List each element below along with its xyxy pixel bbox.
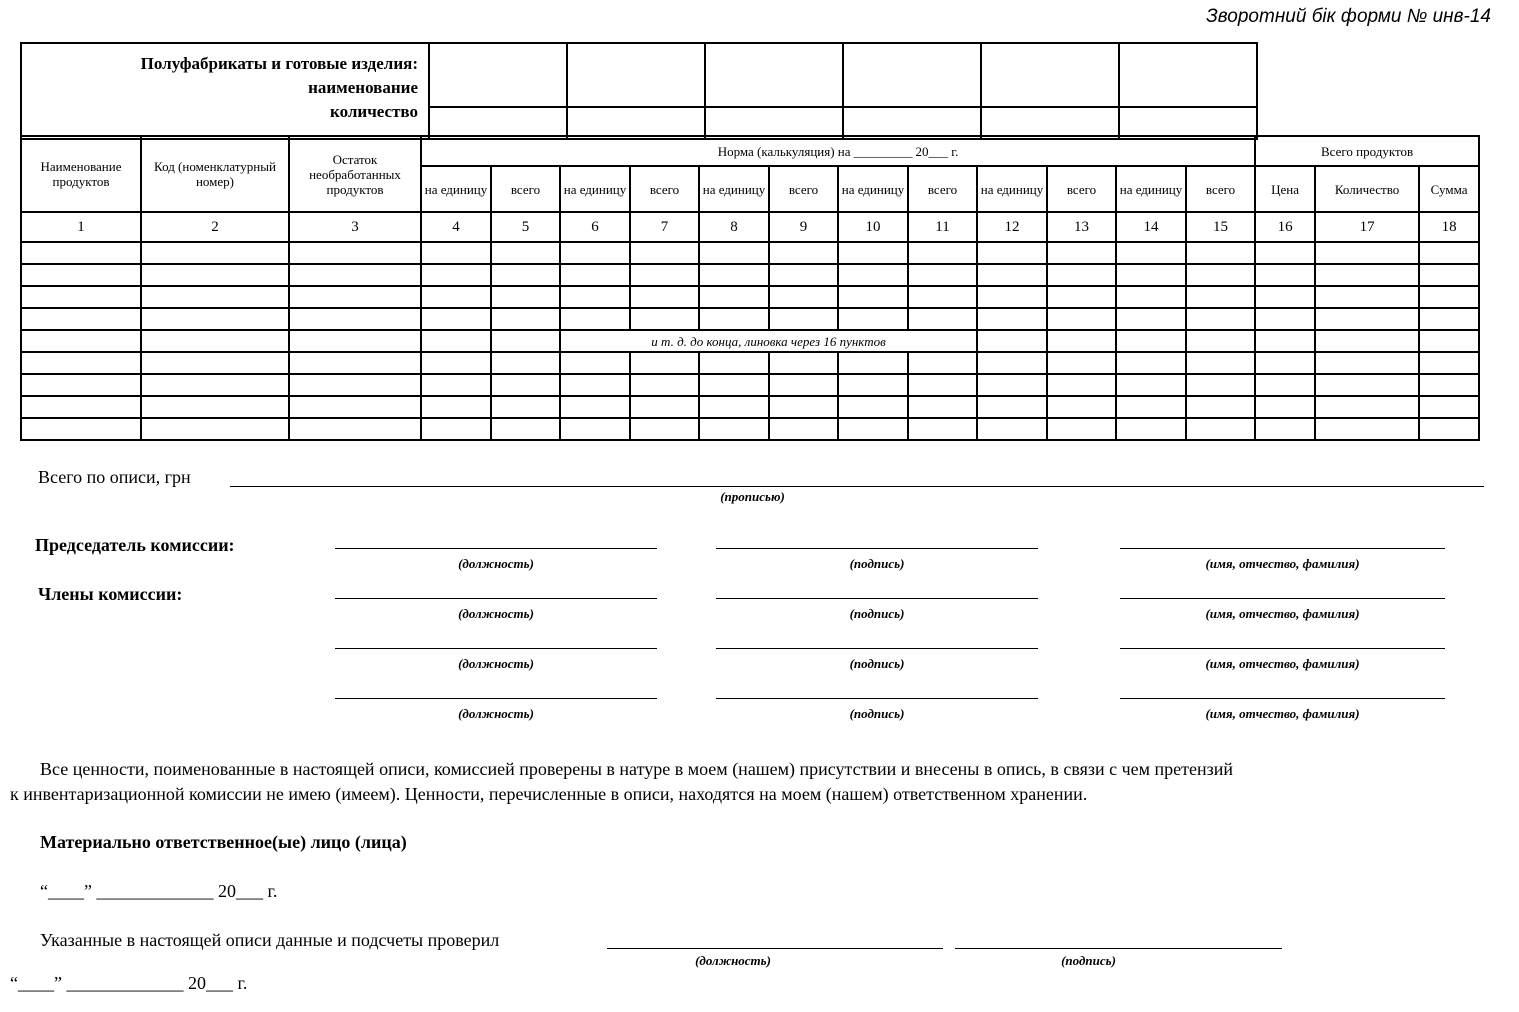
col-number: 13 — [1047, 212, 1116, 242]
semi-finished-label: Полуфабрикаты и готовые изделия: наименование количество — [21, 43, 429, 139]
member-name-field[interactable] — [1120, 598, 1445, 599]
col-header-total: всего — [1186, 166, 1255, 212]
signature-caption: (подпись) — [849, 706, 905, 721]
col-header-total: всего — [630, 166, 699, 212]
position-caption: (должность) — [458, 656, 534, 671]
total-caption: (прописью) — [720, 489, 785, 504]
statement-line: к инвентаризационной комиссии не имею (имеем). Ценности, перечисленные в описи, находятся на моем (нашем) ответственном хранении. — [10, 784, 1088, 804]
table-row[interactable] — [21, 352, 1479, 374]
col-number: 2 — [141, 212, 289, 242]
statement-line: Все ценности, поименованные в настоящей описи, комиссией проверены в натуре в моем (нашем) присутствии и внесены в опись, в связи с чем претензий — [40, 759, 1234, 779]
table-row[interactable] — [21, 264, 1479, 286]
chairman-position-field[interactable] — [335, 548, 657, 549]
col-header-total: всего — [908, 166, 977, 212]
name-caption: (имя, отчество, фамилия) — [1205, 656, 1360, 671]
member-name-field[interactable] — [1120, 698, 1445, 699]
col-number: 15 — [1186, 212, 1255, 242]
table-row[interactable] — [21, 374, 1479, 396]
responsible-date[interactable]: “____” _____________ 20___ г. — [40, 881, 278, 901]
total-amount-field[interactable] — [230, 486, 1484, 487]
member-signature-field[interactable] — [716, 648, 1038, 649]
name-caption: (имя, отчество, фамилия) — [1205, 556, 1360, 571]
table-note-row — [21, 330, 1479, 352]
signature-caption: (подпись) — [849, 556, 905, 571]
col-number: 5 — [491, 212, 560, 242]
col-header-per-unit: на единицу — [1116, 166, 1186, 212]
col-header-name: Наименование продуктов — [21, 136, 141, 212]
col-header-total-products: Всего продуктов — [1255, 136, 1479, 166]
table-row[interactable] — [21, 242, 1479, 264]
col-number: 8 — [699, 212, 769, 242]
col-number: 7 — [630, 212, 699, 242]
product-name-cell[interactable] — [705, 43, 843, 107]
checked-date[interactable]: “____” _____________ 20___ г. — [10, 973, 248, 993]
table-row[interactable] — [21, 286, 1479, 308]
col-header-total: всего — [1047, 166, 1116, 212]
checker-position-field[interactable] — [607, 948, 943, 949]
col-number: 17 — [1315, 212, 1419, 242]
member-signature-field[interactable] — [716, 698, 1038, 699]
col-number: 12 — [977, 212, 1047, 242]
position-caption: (должность) — [458, 706, 534, 721]
chairman-label: Председатель комиссии: — [35, 535, 235, 555]
col-header-price: Цена — [1255, 166, 1315, 212]
col-header-rest: Остаток необработанных продуктов — [289, 136, 421, 212]
col-header-total: всего — [769, 166, 838, 212]
col-number: 4 — [421, 212, 491, 242]
column-numbers-row — [21, 212, 1479, 242]
col-number: 6 — [560, 212, 630, 242]
product-name-cell[interactable] — [567, 43, 705, 107]
member-name-field[interactable] — [1120, 648, 1445, 649]
name-caption: (имя, отчество, фамилия) — [1205, 606, 1360, 621]
checked-label: Указанные в настоящей описи данные и подсчеты проверил — [40, 930, 500, 950]
col-header-quantity: Количество — [1315, 166, 1419, 212]
signature-caption: (подпись) — [1061, 953, 1116, 968]
product-name-cell[interactable] — [429, 43, 567, 107]
col-number: 14 — [1116, 212, 1186, 242]
product-name-cell[interactable] — [843, 43, 981, 107]
signature-caption: (подпись) — [849, 656, 905, 671]
table-row[interactable] — [21, 308, 1479, 330]
col-header-per-unit: на единицу — [977, 166, 1047, 212]
table-row[interactable] — [21, 418, 1479, 440]
chairman-name-field[interactable] — [1120, 548, 1445, 549]
col-header-norm: Норма (калькуляция) на _________ 20___ г. — [421, 136, 1255, 166]
product-name-cell[interactable] — [981, 43, 1119, 107]
col-header-code: Код (номенклатурный номер) — [141, 136, 289, 212]
col-header-per-unit: на единицу — [421, 166, 491, 212]
position-caption: (должность) — [458, 556, 534, 571]
position-caption: (должность) — [458, 606, 534, 621]
col-number: 18 — [1419, 212, 1479, 242]
col-header-total: всего — [491, 166, 560, 212]
col-number: 16 — [1255, 212, 1315, 242]
col-number: 11 — [908, 212, 977, 242]
member-position-field[interactable] — [335, 598, 657, 599]
col-header-per-unit: на единицу — [560, 166, 630, 212]
col-header-sum: Сумма — [1419, 166, 1479, 212]
semi-finished-products-block — [20, 42, 1480, 136]
inventory-table — [20, 135, 1480, 441]
col-number: 10 — [838, 212, 908, 242]
member-signature-field[interactable] — [716, 598, 1038, 599]
col-number: 9 — [769, 212, 838, 242]
member-position-field[interactable] — [335, 648, 657, 649]
table-note: и т. д. до конца, линовка через 16 пунктов — [560, 330, 977, 352]
signature-caption: (подпись) — [849, 606, 905, 621]
col-number: 3 — [289, 212, 421, 242]
col-header-per-unit: на единицу — [838, 166, 908, 212]
chairman-signature-field[interactable] — [716, 548, 1038, 549]
product-name-cell[interactable] — [1119, 43, 1257, 107]
col-number: 1 — [21, 212, 141, 242]
table-row[interactable] — [21, 396, 1479, 418]
member-position-field[interactable] — [335, 698, 657, 699]
checker-signature-field[interactable] — [955, 948, 1282, 949]
form-number-note: Зворотний бік форми № инв-14 — [1206, 6, 1491, 27]
statement-paragraph — [10, 757, 1505, 807]
members-label: Члены комиссии: — [38, 584, 183, 604]
total-label: Всего по описи, грн — [38, 467, 191, 487]
name-caption: (имя, отчество, фамилия) — [1205, 706, 1360, 721]
position-caption: (должность) — [695, 953, 771, 968]
col-header-per-unit: на единицу — [699, 166, 769, 212]
responsible-label: Материально ответственное(ые) лицо (лица) — [40, 832, 407, 852]
